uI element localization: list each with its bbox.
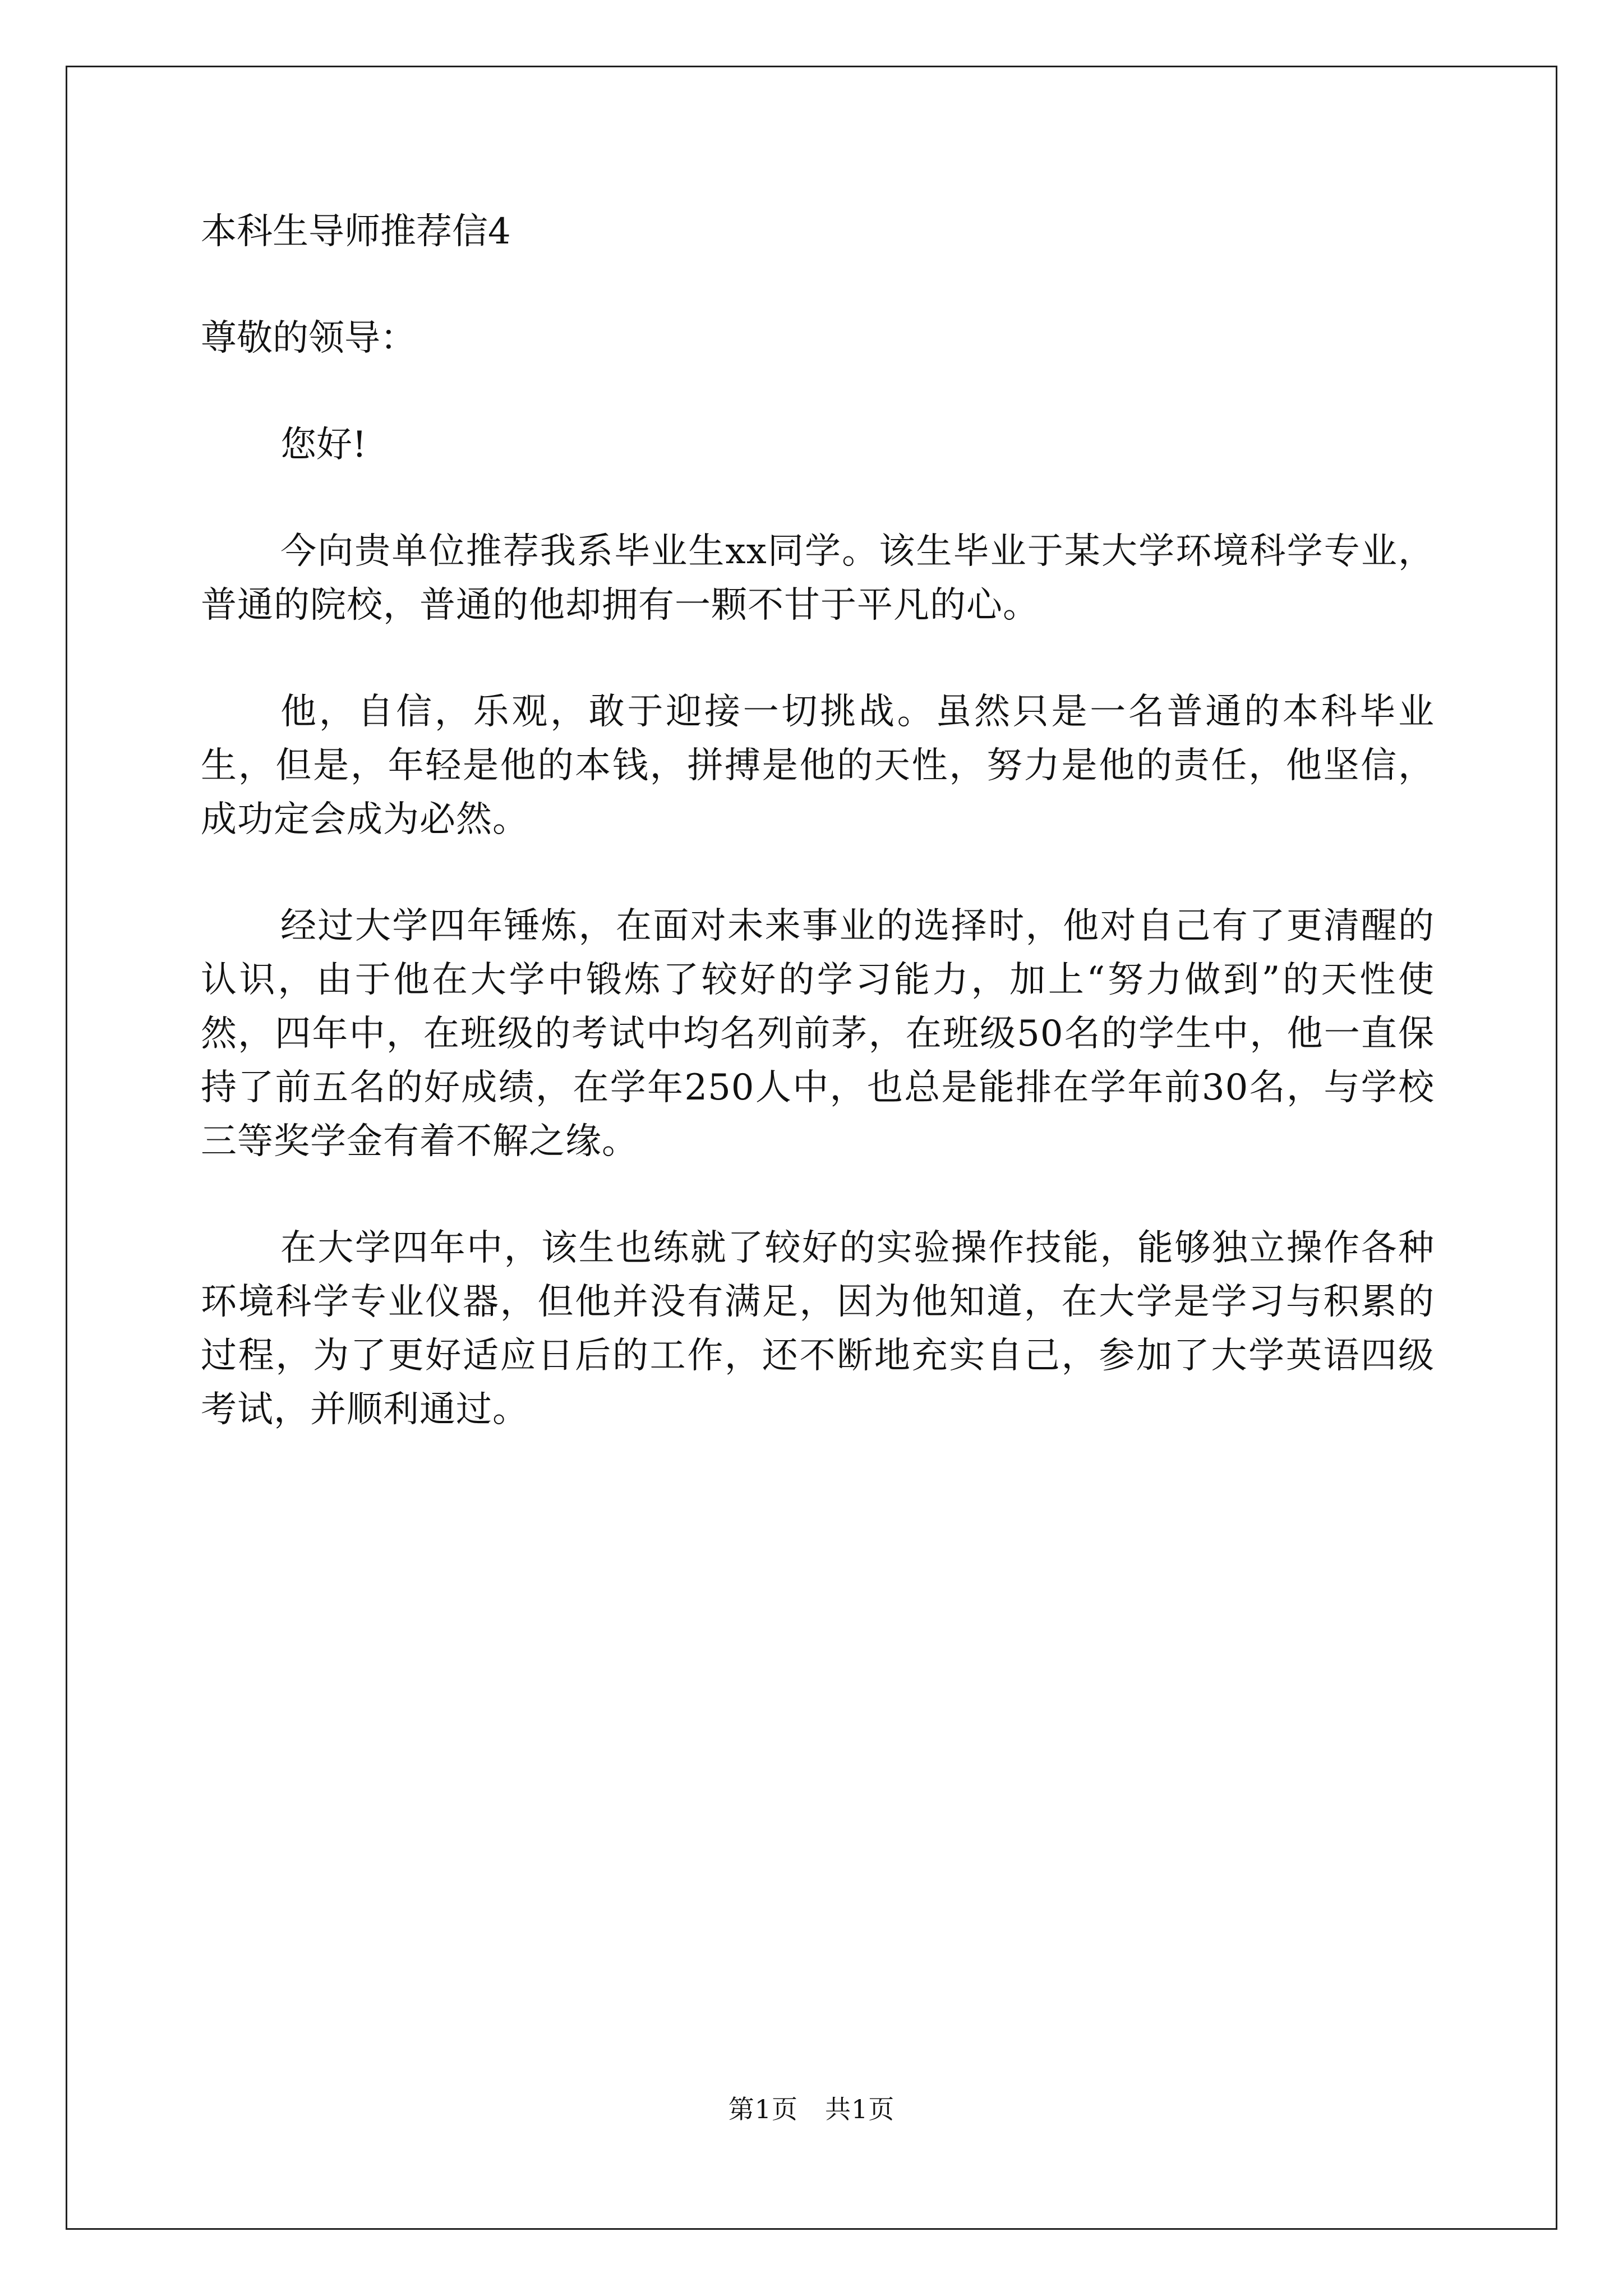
page-footer [0, 2092, 1623, 2126]
document-body [201, 205, 1435, 1437]
paragraph: 他，自信，乐观，敢于迎接一切挑战。虽然只是一名普通的本科毕业生，但是，年轻是他的本钱，拼搏是他的天性，努力是他的责任，他坚信，成功定会成为必然。 [201, 691, 1435, 840]
paragraph: 今向贵单位推荐我系毕业生xx同学。该生毕业于某大学环境科学专业，普通的院校，普通的他却拥有一颗不甘于平凡的心。 [201, 531, 1435, 626]
salutation: 尊敬的领导： [201, 318, 416, 359]
paragraph: 经过大学四年锤炼，在面对未来事业的选择时，他对自己有了更清醒的认识，由于他在大学中锻炼了较好的学习能力，加上“努力做到”的天性使然，四年中，在班级的考试中均名列前茅，在班级50名的学生中，他一直保持了前五名的好成绩，在学年250人中，也总是能排在学年前30名，与学校三等奖学金有着不解之缘。 [201, 905, 1435, 1162]
paragraph: 在大学四年中，该生也练就了较好的实验操作技能，能够独立操作各种环境科学专业仪器，但他并没有满足，因为他知道，在大学是学习与积累的过程，为了更好适应日后的工作，还不断地充实自己，参加了大学英语四级考试，并顺利通过。 [201, 1227, 1435, 1430]
page-number: 第1页 [728, 2094, 798, 2124]
greeting: 您好! [280, 424, 367, 466]
document-title: 本科生导师推荐信4 [201, 211, 511, 252]
page-total: 共1页 [825, 2094, 895, 2124]
